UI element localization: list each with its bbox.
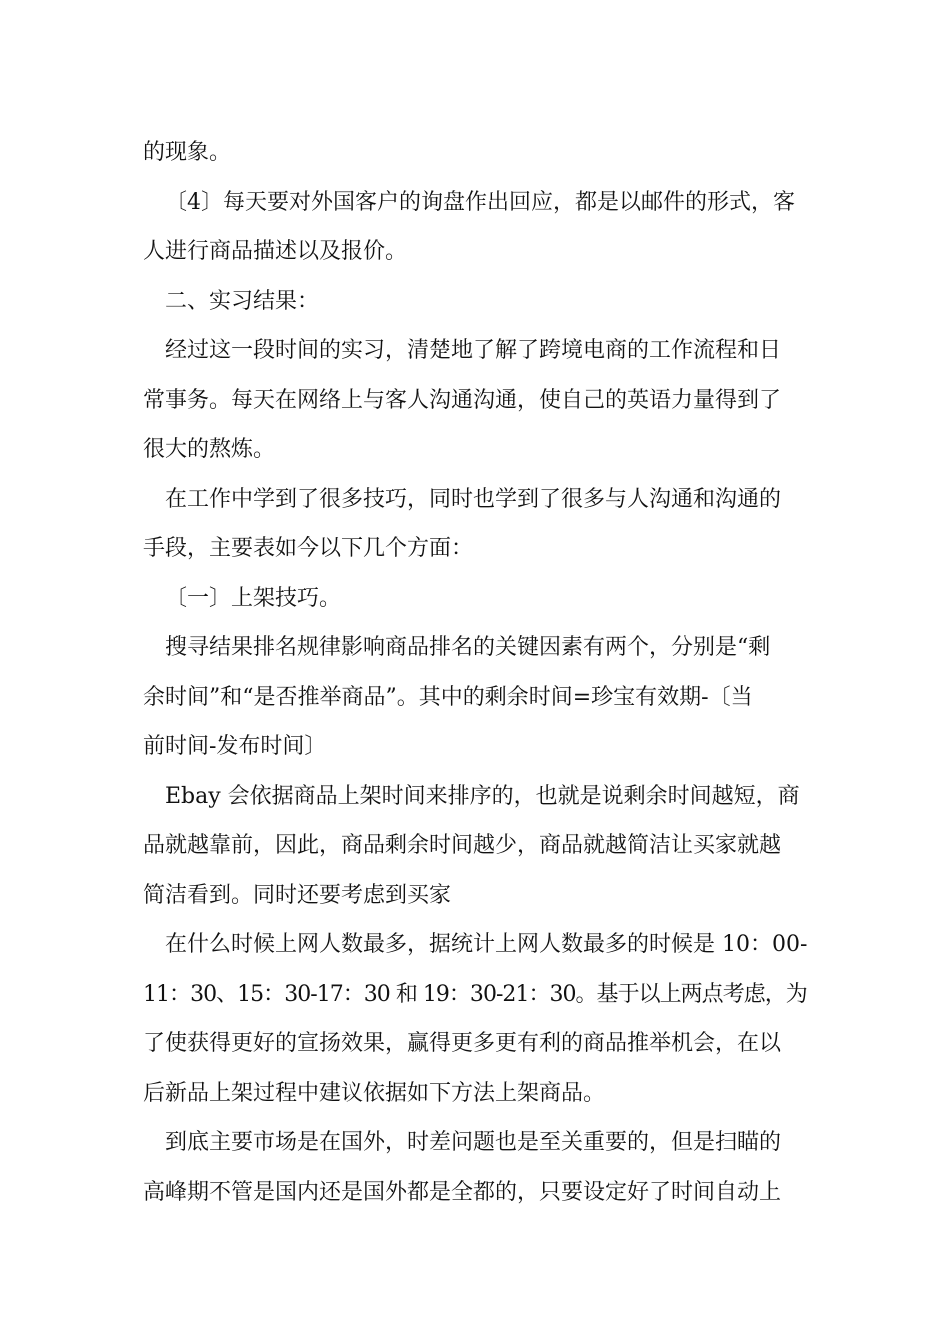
text-line: 高峰期不管是国内还是国外都是全都的，只要设定好了时间自动上 — [143, 1179, 782, 1205]
text-line: 在工作中学到了很多技巧，同时也学到了很多与人沟通和沟通的 — [165, 486, 782, 512]
text-line: 后新品上架过程中建议依据如下方法上架商品。 — [143, 1080, 606, 1106]
text-line: 在什么时候上网人数最多，据统计上网人数最多的时候是 10：00- — [165, 932, 808, 957]
text-line: 〔4〕每天要对外国客户的询盘作出回应，都是以邮件的形式，客 — [165, 189, 795, 215]
text-line: 11：30、15：30-17：30 和 19：30-21：30。基于以上两点考虑，为 — [143, 981, 807, 1007]
text-line: 简洁看到。同时还要考虑到买家 — [143, 882, 452, 908]
text-line: Ebay 会依据商品上架时间来排序的，也就是说剩余时间越短，商 — [165, 783, 800, 809]
text-line: 二、实习结果： — [165, 288, 320, 314]
text-line: 搜寻结果排名规律影响商品排名的关键因素有两个，分别是“剩 — [165, 635, 771, 660]
text-line: 前时间-发布时间〕 — [143, 734, 327, 759]
text-line: 的现象。 — [143, 140, 232, 165]
body-text — [143, 128, 807, 1217]
text-line: 经过这一段时间的实习，清楚地了解了跨境电商的工作流程和日 — [165, 338, 782, 363]
text-line: 到底主要市场是在国外，时差问题也是至关重要的，但是扫瞄的 — [165, 1130, 782, 1155]
text-line: 了使获得更好的宣扬效果，赢得更多更有利的商品推举机会，在以 — [143, 1031, 782, 1056]
text-line: 常事务。每天在网络上与客人沟通沟通，使自己的英语力量得到了 — [143, 387, 782, 413]
text-line: 品就越靠前，因此，商品剩余时间越少，商品就越简洁让买家就越 — [143, 833, 782, 858]
text-line: 〔一〕上架技巧。 — [165, 585, 342, 611]
text-line: 人进行商品描述以及报价。 — [143, 239, 408, 264]
text-line: 手段，主要表如今以下几个方面： — [143, 536, 474, 561]
text-line: 很大的熬炼。 — [143, 437, 276, 462]
text-line: 余时间”和“是否推举商品”。其中的剩余时间=珍宝有效期-〔当 — [143, 684, 753, 710]
